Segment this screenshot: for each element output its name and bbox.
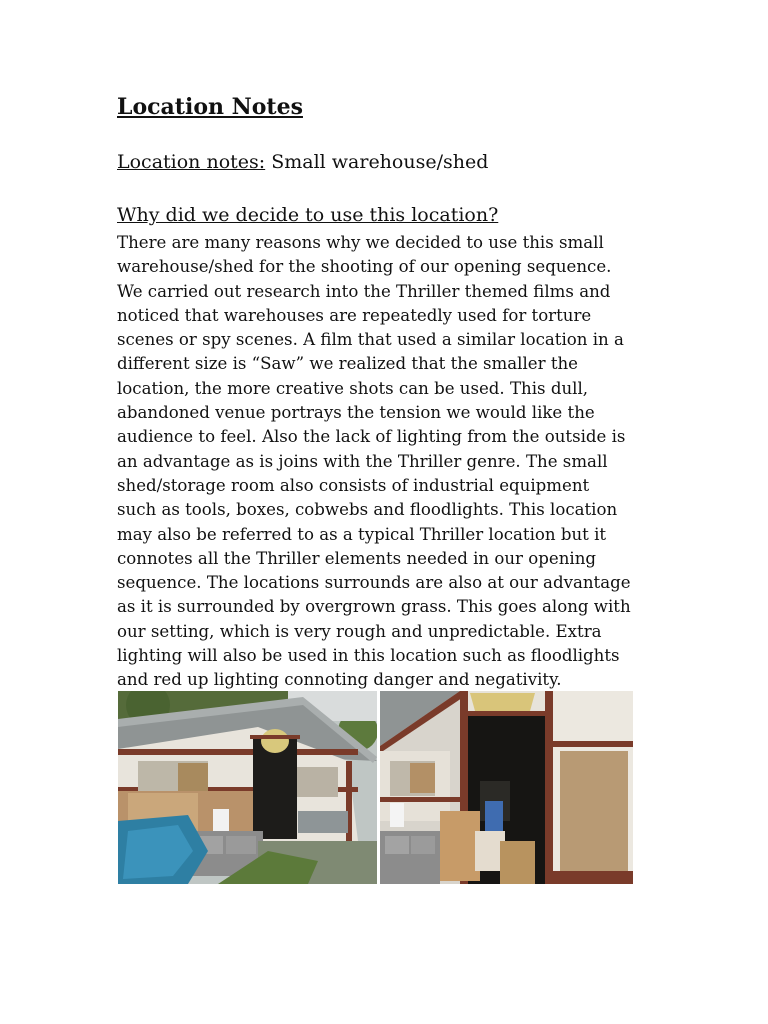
body-line: abandoned venue portrays the tension we would like the (117, 403, 595, 423)
body-line: scenes or spy scenes. A film that used a similar location in a (117, 330, 624, 350)
body-paragraph (117, 231, 657, 693)
body-line: lighting will also be used in this location such as floodlights (117, 646, 620, 666)
body-line: noticed that warehouses are repeatedly used for torture (117, 305, 592, 325)
shed-doorway-photo (380, 691, 633, 884)
body-line: sequence. The locations surrounds are also at our advantage (117, 573, 631, 593)
subtitle-value: Small warehouse/shed (265, 151, 489, 173)
body-line: location, the more creative shots can be used. This dull, (117, 378, 589, 398)
body-line: as it is surrounded by overgrown grass. This goes along with (117, 597, 631, 617)
section-heading: Why did we decide to use this location? (117, 204, 499, 226)
body-line: shed/storage room also consists of industrial equipment (117, 475, 590, 495)
page-title: Location Notes (117, 94, 303, 120)
body-line: warehouse/shed for the shooting of our opening sequence. (117, 257, 612, 277)
body-line: We carried out research into the Thriller themed films and (117, 281, 611, 301)
body-line: our setting, which is very rough and unpredictable. Extra (117, 621, 602, 641)
body-line: such as tools, boxes, cobwebs and floodlights. This location (117, 500, 618, 520)
body-line: may also be referred to as a typical Thriller location but it (117, 524, 607, 544)
location-subtitle (117, 151, 488, 173)
body-line: and red up lighting connoting danger and negativity. (117, 670, 562, 690)
subtitle-label: Location notes: (117, 151, 266, 173)
shed-exterior-photo (118, 691, 377, 884)
body-line: There are many reasons why we decided to use this small (117, 233, 604, 252)
body-line: audience to feel. Also the lack of lighting from the outside is (117, 427, 626, 447)
body-line: different size is “Saw” we realized that the smaller the (117, 354, 579, 374)
body-line: connotes all the Thriller elements needed in our opening (117, 548, 596, 568)
body-line: an advantage as is joins with the Thriller genre. The small (117, 451, 608, 471)
